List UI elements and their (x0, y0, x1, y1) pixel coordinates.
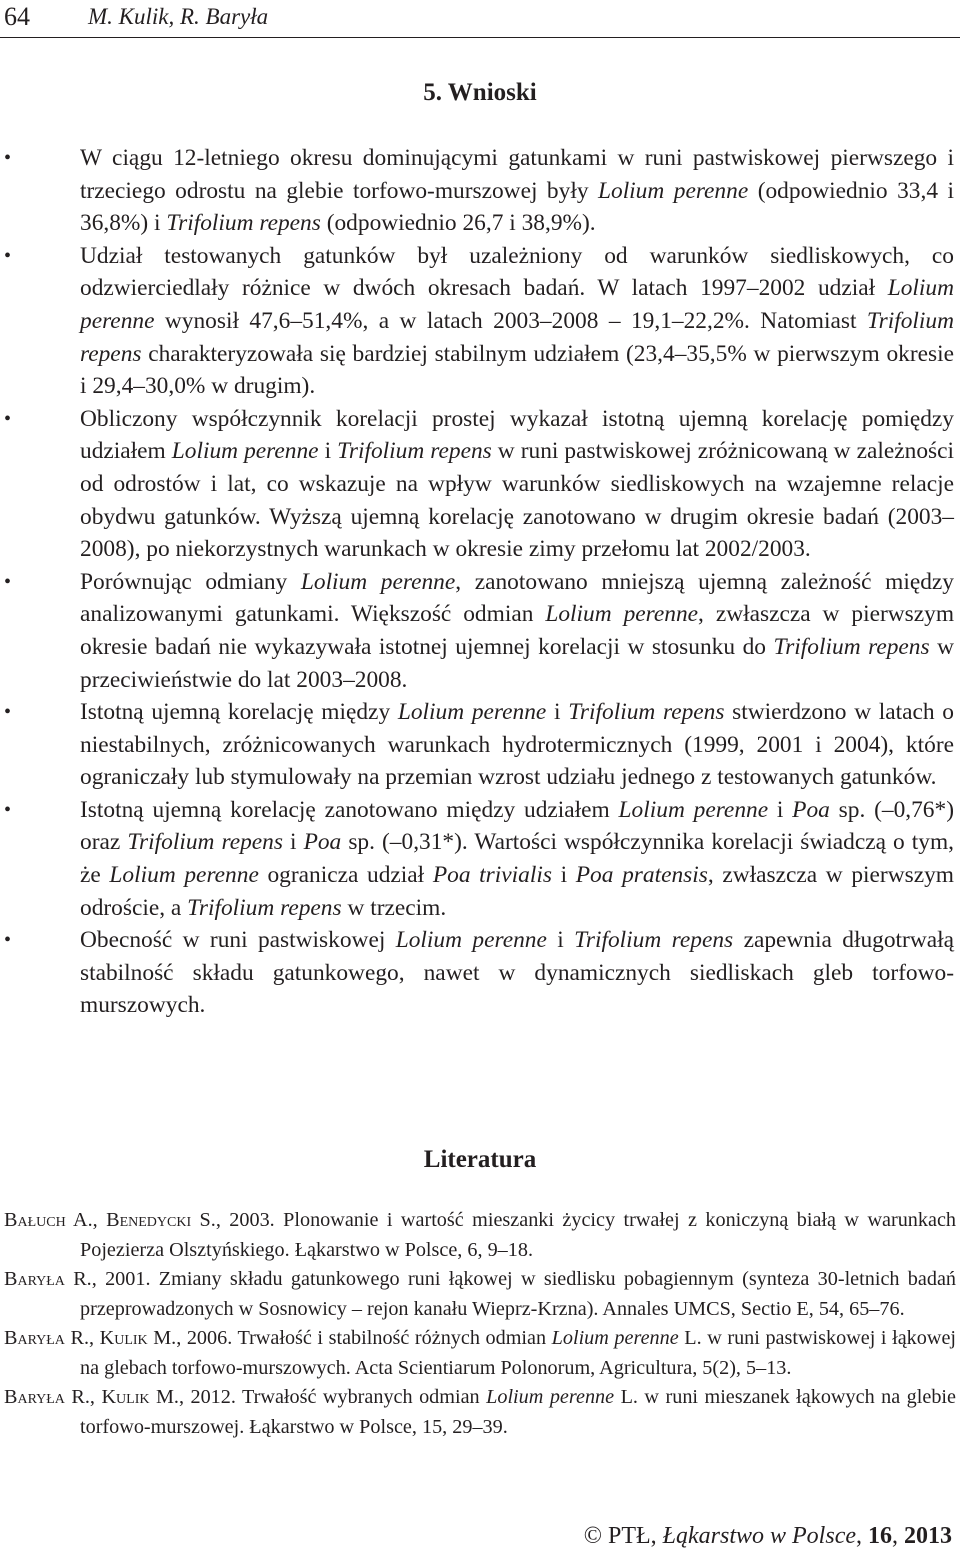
conclusion-item (0, 240, 960, 403)
author-name: Bałuch A. (4, 1209, 93, 1231)
italic-term: Poa (792, 796, 830, 823)
reference-entry (0, 1206, 960, 1265)
text-run: L. w runi mieszanek łąkowych na glebie torfowo-murszowej. Łąkarstwo w Polsce, 15, 29–39. (80, 1386, 957, 1438)
text-run: , (89, 1327, 100, 1349)
bullet-icon: • (4, 701, 12, 724)
page-footer: © PTŁ, Łąkarstwo w Polsce, 16, 2013 (583, 1523, 952, 1549)
text-run: charakteryzowała się bardziej stabilnym udziałem (23,4–35,5% w pierwszym okresie i 29,4–30,0% w drugim). (80, 340, 954, 400)
text-run: Porównując odmiany (80, 568, 301, 595)
bullet-icon: • (4, 570, 12, 593)
author-name: Baryła R. (4, 1386, 90, 1408)
bullet-icon: • (4, 407, 12, 430)
italic-term: Trifolium repens (337, 438, 492, 465)
conclusion-item (0, 696, 960, 794)
author-name: Kulik M. (99, 1327, 177, 1349)
reference-entry (0, 1324, 960, 1383)
text-run: Obliczony współczynnik korelacji prostej wykazał istotną ujemną korelację pomiędzy udziałem (80, 405, 954, 465)
text-run: L. w runi pastwiskowej i łąkowej na glebach torfowo-murszowych. Acta Scientiarum Polonorum, Agricultura, 5(2), 5–13. (80, 1327, 957, 1379)
text-run: Istotną ujemną korelację między (80, 699, 398, 726)
conclusion-item (0, 924, 960, 1022)
text-run: Obecność w runi pastwiskowej (80, 927, 396, 954)
text-run: i (282, 829, 304, 856)
text-run: , 2003. Plonowanie i wartość mieszanki życicy trwałej z koniczyną białą w warunkach Pojezierza Olsztyńskiego. Łąkarstwo w Polsce, 6, 9–18. (80, 1209, 956, 1261)
text-run: (odpowiednio 33,4 i 36,8%) i (80, 177, 954, 237)
conclusion-item (0, 403, 960, 566)
bullet-icon: • (4, 929, 12, 952)
text-run: sp. (–0,76*) oraz (80, 796, 954, 856)
italic-term: Trifolium repens (166, 210, 321, 237)
italic-term: Poa pratensis (575, 862, 708, 889)
text-run: (odpowiednio 26,7 i 38,9%). (320, 210, 596, 237)
italic-term: Poa (303, 829, 342, 856)
text-run: , 2012. Trwałość wybranych odmian (178, 1386, 487, 1408)
references-title: Literatura (423, 1146, 537, 1173)
text-run: W ciągu 12-letniego okresu dominującymi gatunkami w runi pastwiskowej pierwszego i trzeciego odrostu na glebie torfowo-murszowej były (80, 145, 954, 204)
text-run: , zwłaszcza w pierwszym okresie badań nie wykazywała istotnej ujemnej korelacji w stosunku do (80, 601, 955, 660)
text-run: i (546, 699, 569, 726)
text-run: , zanotowano mniejszą ujemną zależność między analizowanymi gatunkami. Większość odmian (80, 568, 954, 628)
italic-term: Lolium perenne (486, 1386, 615, 1408)
author-name: Baryła R. (4, 1268, 92, 1290)
footer-copyright: © PTŁ, (583, 1523, 663, 1549)
text-run: stwierdzono w latach o niestabilnych, zróżnicowanych warunkach hydrotermicznych (1999, 2001 i 2004), które ograniczały lub stymulowały na przemian wzrost udziału jednego z testowanych gatunków. (80, 699, 955, 791)
italic-term: Trifolium repens (187, 894, 342, 921)
conclusion-item (0, 142, 960, 240)
text-run: , (89, 1386, 102, 1408)
footer-year: 2013 (904, 1523, 952, 1549)
author-name: Kulik M. (101, 1386, 179, 1408)
text-run: ogranicza udział (258, 862, 433, 889)
text-run: i (768, 796, 793, 823)
italic-term: Lolium perenne (597, 177, 749, 204)
text-run: Udział testowanych gatunków był uzależniony od warunków siedliskowych, co odzwierciedlały różnice w dwóch okresach badań. W latach 1997–2002 udział (80, 242, 954, 302)
conclusions-list (0, 142, 960, 1022)
section-title-conclusions: 5. Wnioski (423, 79, 537, 106)
reference-entry (0, 1383, 960, 1442)
text-run: i (551, 862, 576, 889)
text-run: w przeciwieństwie do lat 2003–2008. (80, 633, 954, 693)
text-run: sp. (–0,31*). Wartości współczynnika korelacji świadczą o tym, że (80, 829, 954, 889)
text-run: Istotną ujemną korelację zanotowano między udziałem (80, 796, 619, 823)
text-run: , 2006. Trwałość i stabilność różnych odmian (176, 1327, 552, 1349)
running-head-authors: M. Kulik, R. Baryła (88, 4, 269, 29)
italic-term: Trifolium repens (127, 829, 283, 856)
conclusion-item (0, 566, 960, 696)
text-run: wynosił 47,6–51,4%, a w latach 2003–2008 – 19,1–22,2%. Natomiast (154, 307, 867, 334)
bullet-icon: • (4, 798, 12, 821)
reference-entry (0, 1265, 960, 1324)
bullet-icon: • (4, 147, 12, 169)
author-name: Benedycki S. (106, 1209, 216, 1231)
italic-term: Lolium perenne (80, 275, 954, 334)
bullet-icon: • (4, 244, 12, 267)
italic-term: Trifolium repens (568, 699, 725, 726)
footer-volume: 16 (868, 1523, 892, 1549)
italic-term: Lolium perenne (300, 568, 456, 595)
italic-term: Lolium perenne (171, 438, 319, 465)
text-run: , 2001. Zmiany składu gatunkowego runi łąkowej w siedlisku pobagiennym (synteza 30-letnich badań przeprowadzonych w Sosnowicy – rejon kanału Wieprz-Krzna). Annales UMCS, Sectio E, 54, 65–76. (80, 1268, 956, 1320)
italic-term: Lolium perenne (545, 601, 699, 628)
footer-journal: Łąkarstwo w Polsce (662, 1523, 856, 1549)
italic-term: Lolium perenne (551, 1327, 679, 1349)
conclusion-item (0, 794, 960, 924)
italic-term: Trifolium repens (574, 927, 734, 954)
page-header (0, 0, 960, 38)
references-list (0, 1206, 960, 1442)
italic-term: Lolium perenne (395, 927, 547, 954)
italic-term: Lolium perenne (397, 699, 547, 726)
page-number: 64 (4, 2, 30, 31)
header-rule (0, 37, 960, 38)
italic-term: Lolium perenne (109, 862, 259, 889)
italic-term: Lolium perenne (618, 796, 769, 823)
italic-term: Poa trivialis (432, 862, 552, 889)
text-run: i (318, 438, 338, 465)
italic-term: Trifolium repens (773, 633, 930, 660)
text-run: w trzecim. (341, 894, 447, 921)
text-run: zapewnia długotrwałą stabilność składu gatunkowego, nawet w dynamicznych siedliskach gleb torfowo-murszowych. (80, 927, 954, 1019)
text-run: , (92, 1209, 107, 1231)
text-run: , zwłaszcza w pierwszym odroście, a (80, 862, 954, 921)
text-run: w runi pastwiskowej zróżnicowaną w zależności od odrostów i lat, co wskazuje na wpływ warunków siedliskowych na wzajemne relacje obydwu gatunków. Wyższą ujemną korelację zanotowano w drugim okresie badań (2003–2008), po niekorzystnych warunkach w okresie zimy przełomu lat 2002/2003. (80, 438, 955, 563)
italic-term: Trifolium repens (80, 307, 954, 367)
text-run: i (546, 927, 575, 954)
author-name: Baryła R. (4, 1327, 89, 1349)
